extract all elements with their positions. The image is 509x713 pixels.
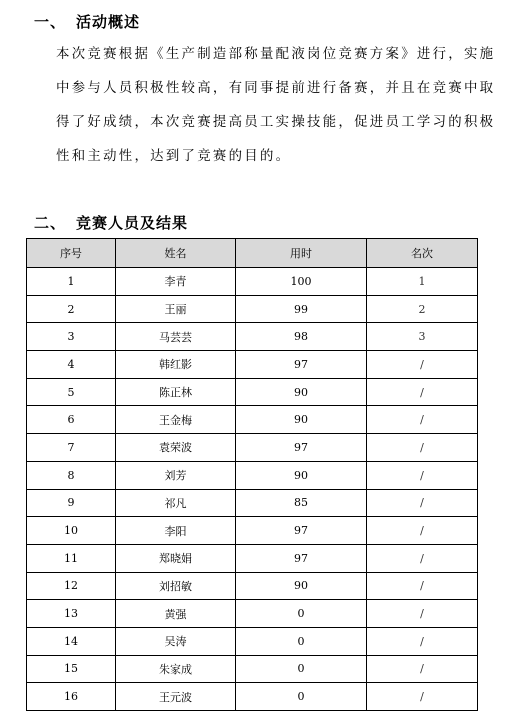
name-cell: 朱家成 xyxy=(116,655,236,683)
seq-cell: 10 xyxy=(27,517,116,545)
time-cell: 97 xyxy=(236,544,367,572)
section-number: 一、 xyxy=(34,13,67,31)
table-row xyxy=(27,351,478,379)
table-header-row xyxy=(27,239,478,268)
seq-cell: 3 xyxy=(27,323,116,351)
rank-cell: / xyxy=(367,434,478,462)
time-cell: 90 xyxy=(236,378,367,406)
time-cell: 90 xyxy=(236,406,367,434)
name-cell: 郑晓娟 xyxy=(116,544,236,572)
rank-cell: / xyxy=(367,655,478,683)
name-cell: 马芸芸 xyxy=(116,323,236,351)
table-row xyxy=(27,268,478,296)
name-cell: 吴涛 xyxy=(116,627,236,655)
name-cell: 祁凡 xyxy=(116,489,236,517)
paragraph-line: 得了好成绩，本次竞赛提高员工实操技能，促进员工学习的积极 xyxy=(56,115,496,130)
table-row xyxy=(27,544,478,572)
time-cell: 97 xyxy=(236,517,367,545)
rank-cell: / xyxy=(367,461,478,489)
table-body xyxy=(27,268,478,711)
seq-cell: 4 xyxy=(27,351,116,379)
name-cell: 黄强 xyxy=(116,600,236,628)
seq-cell: 16 xyxy=(27,683,116,711)
header-rank: 名次 xyxy=(367,239,478,268)
section-heading-overview xyxy=(34,11,140,32)
table-row xyxy=(27,655,478,683)
rank-cell: / xyxy=(367,489,478,517)
header-time: 用时 xyxy=(236,239,367,268)
table-row xyxy=(27,295,478,323)
rank-cell: / xyxy=(367,378,478,406)
rank-cell: / xyxy=(367,572,478,600)
rank-cell: / xyxy=(367,351,478,379)
table-row xyxy=(27,572,478,600)
table-row xyxy=(27,517,478,545)
paragraph-line: 性和主动性，达到了竞赛的目的。 xyxy=(56,149,292,164)
rank-cell: / xyxy=(367,683,478,711)
table-row xyxy=(27,461,478,489)
paragraph-line: 中参与人员积极性较高，有同事提前进行备赛，并且在竞赛中取 xyxy=(56,81,496,96)
time-cell: 0 xyxy=(236,600,367,628)
name-cell: 韩红影 xyxy=(116,351,236,379)
seq-cell: 13 xyxy=(27,600,116,628)
table-row xyxy=(27,378,478,406)
rank-cell: / xyxy=(367,627,478,655)
seq-cell: 5 xyxy=(27,378,116,406)
time-cell: 0 xyxy=(236,655,367,683)
seq-cell: 14 xyxy=(27,627,116,655)
name-cell: 王金梅 xyxy=(116,406,236,434)
rank-cell: / xyxy=(367,517,478,545)
rank-cell: / xyxy=(367,600,478,628)
seq-cell: 9 xyxy=(27,489,116,517)
table-row xyxy=(27,323,478,351)
name-cell: 王丽 xyxy=(116,295,236,323)
name-cell: 王元波 xyxy=(116,683,236,711)
rank-cell: / xyxy=(367,406,478,434)
table-row xyxy=(27,434,478,462)
time-cell: 99 xyxy=(236,295,367,323)
seq-cell: 12 xyxy=(27,572,116,600)
name-cell: 刘芳 xyxy=(116,461,236,489)
table-row xyxy=(27,600,478,628)
time-cell: 90 xyxy=(236,572,367,600)
name-cell: 刘招敏 xyxy=(116,572,236,600)
time-cell: 0 xyxy=(236,627,367,655)
rank-cell: 3 xyxy=(367,323,478,351)
name-cell: 陈正林 xyxy=(116,378,236,406)
section-heading-results xyxy=(34,212,188,233)
seq-cell: 6 xyxy=(27,406,116,434)
paragraph-line: 本次竞赛根据《生产制造部称量配液岗位竞赛方案》进行，实施 xyxy=(56,47,496,62)
seq-cell: 2 xyxy=(27,295,116,323)
header-name: 姓名 xyxy=(116,239,236,268)
name-cell: 李青 xyxy=(116,268,236,296)
table-row xyxy=(27,406,478,434)
time-cell: 100 xyxy=(236,268,367,296)
rank-cell: 1 xyxy=(367,268,478,296)
section-title: 竞赛人员及结果 xyxy=(76,214,189,232)
rank-cell: / xyxy=(367,544,478,572)
time-cell: 98 xyxy=(236,323,367,351)
table-row xyxy=(27,627,478,655)
section-number: 二、 xyxy=(34,214,67,232)
header-seq: 序号 xyxy=(27,239,116,268)
time-cell: 97 xyxy=(236,351,367,379)
results-table xyxy=(26,238,478,711)
name-cell: 袁荣波 xyxy=(116,434,236,462)
seq-cell: 7 xyxy=(27,434,116,462)
time-cell: 90 xyxy=(236,461,367,489)
table-row xyxy=(27,489,478,517)
table-row xyxy=(27,683,478,711)
time-cell: 0 xyxy=(236,683,367,711)
rank-cell: 2 xyxy=(367,295,478,323)
seq-cell: 1 xyxy=(27,268,116,296)
seq-cell: 11 xyxy=(27,544,116,572)
seq-cell: 15 xyxy=(27,655,116,683)
time-cell: 97 xyxy=(236,434,367,462)
section-title: 活动概述 xyxy=(76,13,141,31)
name-cell: 李阳 xyxy=(116,517,236,545)
seq-cell: 8 xyxy=(27,461,116,489)
time-cell: 85 xyxy=(236,489,367,517)
